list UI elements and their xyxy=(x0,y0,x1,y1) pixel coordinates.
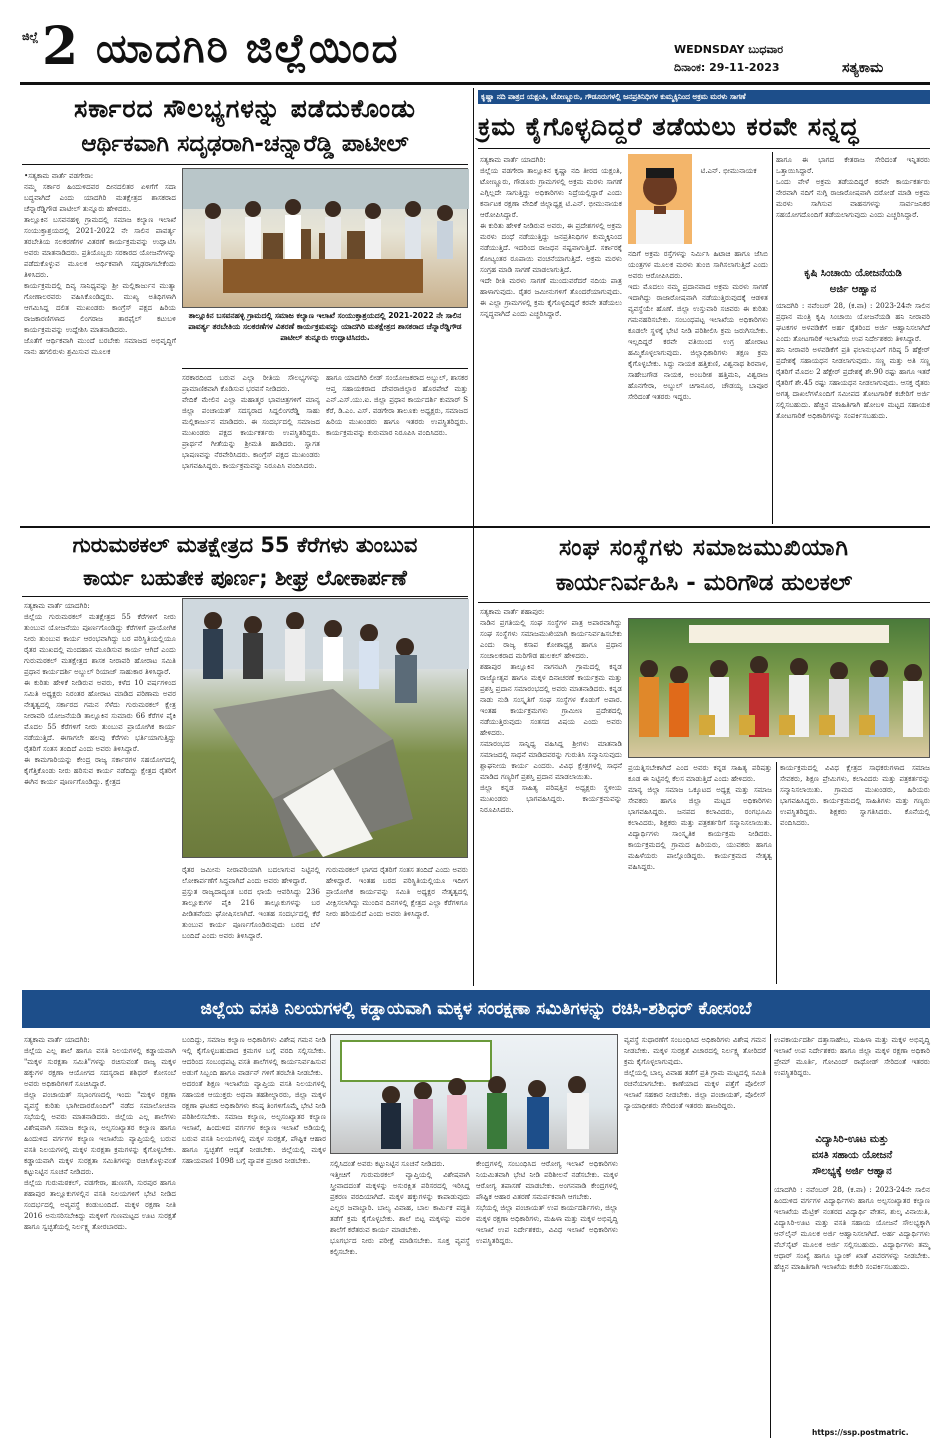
canal-water-photo-icon xyxy=(183,599,469,859)
article1-photo-caption: ತಾಲ್ಲೂಕಿನ ಬಸವನಹಳ್ಳಿ ಗ್ರಾಮದಲ್ಲಿ ಸಮಾಜ ಕಲ್ಯಾಣ ಇಲಾಖೆ ಸಂಯುಕ್ತಾಶ್ರಯದಲ್ಲಿ 2021-2022 ನೇ ಸಾಲಿನ ಪಾವರ್ತ್ಯ ತರಬೇತಿಯ ಸಲಕರಣೆಗಳ ವಿತರಣೆ ಕಾರ್ಯಕ್ರಮವನ್ನು ಯಾದಗಿರಿ ಮತಕ್ಷೇತ್ರದ ಶಾಸಕರಾದ ಚೆನ್ನಾರೆಡ್ಡಿಗೌಡ ಪಾಟೀಲ್ ತುನ್ನೂರು ಉದ್ಘಾಟಿಸಿದರು. xyxy=(182,310,468,368)
article3-headline-line2: ಕಾರ್ಯ ಬಹುತೇಕ ಪೂರ್ಣ; ಶೀಘ್ರ ಲೋಕಾರ್ಪಣೆ xyxy=(83,566,407,590)
article3-photo xyxy=(182,598,468,858)
meeting-photo-icon xyxy=(331,1035,619,1155)
ceremony-photo-icon xyxy=(183,169,469,309)
article1-headline-line1: ಸರ್ಕಾರದ ಸೌಲಭ್ಯಗಳನ್ನು ಪಡೆದುಕೊಂಡು xyxy=(74,94,416,123)
article4-photo xyxy=(628,618,930,758)
notice2-heading-line1: ವಿದ್ಯಾಸಿರಿ-ಊಟ ಮತ್ತು xyxy=(815,1134,889,1145)
portal-url: https://ssp.postmatric. xyxy=(812,1428,909,1437)
article3-headline-line1: ಗುರುಮಠಕಲ್ ಮತಕ್ಷೇತ್ರದ 55 ಕೆರೆಗಳು ತುಂಬುವ xyxy=(72,533,418,557)
article1-photo xyxy=(182,168,468,308)
article5-column2: ಬಂದಿದ್ದು, ಸಮಾಜ ಕಲ್ಯಾಣ ಅಧಿಕಾರಿಗಳು ವಿಶೇಷ ಗಮನ ನೀಡಿ ಇಲ್ಲಿ ಕೈಗೊಳ್ಳಬಹುದಾದ ಕ್ರಮಗಳ ಬಗ್ಗೆ ವರದಿ ಸಲ್ಲಿಸಬೇಕು. ಆದರಿಂದ ಸಂಬಂಧಪಟ್ಟ ವಸತಿ ಶಾಲೆಗಳಲ್ಲಿ ಕಾರ್ಯನಿರ್ವಹಿಸುವ ಅಡುಗೆ ಸಿಬ್ಬಂದಿ ಹಾಗೂ ವಾರ್ಡನ್ ಗಳಿಗೆ ತರಬೇತಿ ನೀಡಬೇಕು. ಅದರಂತೆ ಶಿಕ್ಷಣ ಇಲಾಖೆಯ ವ್ಯಾಪ್ತಿಯ ವಸತಿ ನಿಲಯಗಳಲ್ಲಿ ಸಹಾಯಕ ಆಯುಕ್ತರು ಅಥವಾ ತಹಶೀಲ್ದಾರರು, ಜಿಲ್ಲಾ ಮಕ್ಕಳ ರಕ್ಷಣಾ ಘಟಕದ ಅಧಿಕಾರಿಗಳು ಕನಿಷ್ಠ ತಿಂಗಳಿಗೊಮ್ಮೆ ಭೇಟಿ ನೀಡಿ ಪರಿಶೀಲಿಸಬೇಕು. ಸಮಾಜ ಕಲ್ಯಾಣ, ಅಲ್ಪಸಂಖ್ಯಾತರ ಕಲ್ಯಾಣ ಇಲಾಖೆ, ಹಿಂದುಳಿದ ವರ್ಗಗಳ ಕಲ್ಯಾಣ ಇಲಾಖೆ ಅಡಿಯಲ್ಲಿ ಬರುವ ವಸತಿ ನಿಲಯಗಳಲ್ಲಿ ಮಕ್ಕಳ ಸುರಕ್ಷತೆ, ಪೌಷ್ಟಿಕ ಆಹಾರ ಹಾಗೂ ಸ್ವಚ್ಛತೆಗೆ ಆದ್ಯತೆ ನೀಡಬೇಕು. ಜಿಲ್ಲೆಯಲ್ಲಿ ಮಕ್ಕಳ ಸಹಾಯವಾಣಿ 1098 ಬಗ್ಗೆ ವ್ಯಾಪಕ ಪ್ರಚಾರ ನೀಡಬೇಕು. xyxy=(182,1035,326,1165)
article2-column2-top xyxy=(696,154,768,244)
article4-headline-line1: ಸಂಘ ಸಂಸ್ಥೆಗಳು ಸಮಾಜಮುಖಿಯಾಗಿ xyxy=(559,535,849,561)
article5-banner: ಜಿಲ್ಲೆಯ ವಸತಿ ನಿಲಯಗಳಲ್ಲಿ ಕಡ್ಡಾಯವಾಗಿ ಮಕ್ಕಳ ಸಂರಕ್ಷಣಾ ಸಮಿತಿಗಳನ್ನು ರಚಿಸಿ-ಶಶಿಧರ್ ಕೋಸಂಬೆ xyxy=(22,990,930,1028)
notice1-title: ಕೃಷಿ ಸಿಂಚಾಯಿ ಯೋಜನೆಯಡಿ xyxy=(804,268,902,279)
article4-column1: ಸತ್ಯಕಾಮ ವಾರ್ತೆ ಶಹಾಪುರ: ನಾಡಿನ ಪ್ರಗತಿಯಲ್ಲಿ ಸಂಘ ಸಂಸ್ಥೆಗಳ ಪಾತ್ರ ಅಪಾರವಾಗಿದ್ದು ಸಂಘ ಸಂಸ್ಥೆಗಳು ಸಮಾಜಮುಖಿಯಾಗಿ ಕಾರ್ಯನಿರ್ವಹಿಸಬೇಕು ಎಂದು ರಾಜ್ಯ ಕಸಾಪ ಕೋಶಾಧ್ಯಕ್ಷ ಹಾಗೂ ಪ್ರಧಾನ ಸಂಚಾಲಕರಾದ ಮರಿಗೌಡ ಹುಲಕಲ್ ಹೇಳಿದರು. ಶಹಾಪುರ ತಾಲ್ಲೂಕಿನ ನಾಗನಟಗಿ ಗ್ರಾಮದಲ್ಲಿ ಕನ್ನಡ ರಾಜ್ಯೋತ್ಸವ ಹಾಗೂ ಮಕ್ಕಳ ದಿನಾಚರಣೆ ಕಾರ್ಯಕ್ರಮ ಮತ್ತು ಪ್ರಶಸ್ತಿ ಪ್ರದಾನ ಸಮಾರಂಭದಲ್ಲಿ ಅವರು ಮಾತನಾಡಿದರು. ಕನ್ನಡ ನಾಡು ನುಡಿ ಸಂಸ್ಕೃತಿಗೆ ಸಂಘ ಸಂಸ್ಥೆಗಳ ಕೊಡುಗೆ ಅಪಾರ. ಇಂತಹ ಕಾರ್ಯಕ್ರಮಗಳು ಗ್ರಾಮೀಣ ಪ್ರದೇಶದಲ್ಲಿ ನಡೆಯುತ್ತಿರುವುದು ಸಂತಸದ ವಿಷಯ ಎಂದು ಅವರು ಹೇಳಿದರು. ಸಮಾರಂಭದ ಸಾನ್ನಿಧ್ಯ ವಹಿಸಿದ್ದ ಶ್ರೀಗಳು ಮಾತನಾಡಿ ಸಮಾಜದಲ್ಲಿ ಸಾಧನೆ ಮಾಡಿದವರನ್ನು ಗುರುತಿಸಿ ಸನ್ಮಾನಿಸುವುದು ಶ್ಲಾಘನೀಯ ಕಾರ್ಯ ಎಂದರು. ವಿವಿಧ ಕ್ಷೇತ್ರಗಳಲ್ಲಿ ಸಾಧನೆ ಮಾಡಿದ ಗಣ್ಯರಿಗೆ ಪ್ರಶಸ್ತಿ ಪ್ರದಾನ ಮಾಡಲಾಯಿತು. ಜಿಲ್ಲಾ ಕನ್ನಡ ಸಾಹಿತ್ಯ ಪರಿಷತ್ತಿನ ಅಧ್ಯಕ್ಷರು ಸ್ಥಳೀಯ ಮುಖಂಡರು ಭಾಗವಹಿಸಿದ್ದರು. ಕಾರ್ಯಕ್ರಮವನ್ನು ನಿರೂಪಿಸಿದರು. xyxy=(480,607,622,814)
article3-column3: ಗುರುಮಠಕಲ್ ಭಾಗದ ರೈತರಿಗೆ ಸಂತಸ ತಂದಿದೆ ಎಂದು ಅವರು ಹೇಳಿದ್ದಾರೆ. ಇಂತಹ ಬರದ ಪರಿಸ್ಥಿತಿಯಲ್ಲಿಯೂ ಇದೀಗ ಪ್ರಾಯೋಗಿಕ ಕಾರ್ಯವನ್ನು ಸಮಿತಿ ಅಧ್ಯಕ್ಷರ ನೇತೃತ್ವದಲ್ಲಿ ವೀಕ್ಷಿಸಲಾಗಿದ್ದು ಮುಂದಿನ ದಿನಗಳಲ್ಲಿ ಕ್ಷೇತ್ರದ ಎಲ್ಲಾ ಕೆರೆಗಳಿಗೂ ನೀರು ಹರಿಯಲಿದೆ ಎಂದು ಅವರು ತಿಳಿಸಿದ್ದಾರೆ. xyxy=(326,865,471,918)
page-number: 2 xyxy=(42,16,79,77)
side-label: ಜಿಲ್ಲೆ xyxy=(22,30,39,43)
article2-column3: ಹಾಗೂ ಈ ಭಾಗದ ಕೇತರಾಜ ಸೇರಿದಂತೆ ಇನ್ನಿತರರು ಒತ್ತಾಯಿಸಿದ್ದಾರೆ. ಒಂದು ವೇಳೆ ಅಕ್ರಮ ತಡೆಯದಿದ್ದರೆ ಕರವೇ ಕಾರ್ಯಕರ್ತರು ನೇರವಾಗಿ ನದಿಗೆ ನುಗ್ಗಿ ರಾಜಾರೋಷವಾಗಿ ದರೋಡೆ ಮಾಡಿ ಅಕ್ರಮ ಮರಳು ಸಾಗಿಸುವ ವಾಹನಗಳನ್ನು ಸಾರ್ವಜನಿಕರ ಸಹಯೋಗದೊಂದಿಗೆ ತಡೆಯಲಾಗುವುದು ಎಂದು ಎಚ್ಚರಿಸಿದ್ದಾರೆ. xyxy=(776,155,930,219)
article5-photo xyxy=(330,1034,618,1154)
article1-column3: ಹಾಗೂ ಯಾದಗಿರಿ ಲೀಡ್ ಸಂಯೋಜಕರಾದ ಅಬ್ದುಲ್, ಶಾಸಕರ ಆಪ್ತ ಸಹಾಯಕರಾದ ದೇವರಾಜಿಲ್ದಾರ ಹೊರಪೇಟೆ ಮತ್ತು ಎನ್.ಎಸ್.ಯು.ಐ. ಜಿಲ್ಲಾ ಪ್ರಧಾನ ಕಾರ್ಯದರ್ಶಿ ಕುಮಾರ್ S ಕೆರೆ, ಡಿ.ಎಂ. ಎಸ್. ವಡಗೇರಾ ತಾಲೂಕು ಅಧ್ಯಕ್ಷರು, ಸಮಾಜದ ಹಿರಿಯ ಮುಖಂಡರು ಹಾಗೂ ಇತರರು ಉಪಸ್ಥಿತರಿದ್ದರು. ಕಾರ್ಯಕ್ರಮವನ್ನು ಕುರುಮಾರ ನಿರೂಪಿಸಿ ವಂದಿಸಿದರು. xyxy=(326,373,471,437)
issue-date: ದಿನಾಂಕ: 29-11-2023 xyxy=(674,61,780,74)
article1-column2: ಸರಕಾರದಿಂದ ಬರುವ ಎಲ್ಲಾ ರೀತಿಯ ಸೌಲಭ್ಯಗಳನ್ನು ಪ್ರಾಮಾಣಿಕವಾಗಿ ಕೊಡಿಸುವ ಭರವಸೆ ನೀಡಿದರು. ವೇದಿಕೆ ಮೇಲಿನ ಎಲ್ಲಾ ಮಹಾತ್ಮರ ಭಾವಚಿತ್ರಗಳಿಗೆ ಮಾನ್ಯ ಜಿಲ್ಲಾ ಪಂಚಾಯತ್ ಸದಸ್ಯರಾದ ಸಿದ್ದಲಿಂಗರೆಡ್ಡಿ ಸಾಹು ಮಲ್ಲಿಕಾರ್ಜುನ ಮಾಡಿದರು. ಈ ಸಂದರ್ಭದಲ್ಲಿ ಸಮಾಜದ ಮುಖಂಡರು ಪಕ್ಷದ ಕಾರ್ಯಕರ್ತರು ಉಪಸ್ಥಿತರಿದ್ದರು. ಪ್ರಾರ್ಥನೆ ಗೀತೆಯನ್ನು ಶ್ರೀಮತಿ ಹಾಡಿದರು. ಸ್ವಾಗತ ಭಾಷಣವನ್ನು ನೆರವೇರಿಸಿದರು. ಕಾಂಗ್ರೆಸ್ ಪಕ್ಷದ ಮುಖಂಡರು ಭಾಗವಹಿಸಿದ್ದರು. ಕಾರ್ಯಕ್ರಮವನ್ನು ನಿರೂಪಿಸಿ ವಂದಿಸಿದರು. xyxy=(182,373,320,470)
paper-name: ಸತ್ಯಕಾಮ xyxy=(842,60,884,76)
notice2-heading-line2: ವಸತಿ ಸಹಾಯ ಯೋಜನೆ xyxy=(811,1150,893,1161)
article2-column1: ಸತ್ಯಕಾಮ ವಾರ್ತೆ ಯಾದಗಿರಿ: ಜಿಲ್ಲೆಯ ವಡಗೇರಾ ತಾಲ್ಲೂಕಿನ ಕೃಷ್ಣಾ ನದಿ ತೀರದ ಯಕ್ಷಂತಿ, ಟೋಣ್ಣೂರು, ಗೌಡೂರು ಗ್ರಾಮಗಳಲ್ಲಿ ಅಕ್ರಮ ಮರಳು ಸಾಗಣೆ ಎಗ್ಗಿಲ್ಲದೇ ಸಾಗುತ್ತಿದ್ದು ಅಧಿಕಾರಿಗಳು ನಿದ್ರೆಯಲ್ಲಿದ್ದಾರೆ ಎಂದು ಕರ್ನಾಟಕ ರಕ್ಷಣಾ ವೇದಿಕೆ ಜಿಲ್ಲಾಧ್ಯಕ್ಷ ಟಿ.ಎನ್. ಭೀಮುನಾಯಕ ಆರೋಪಿಸಿದ್ದಾರೆ. ಈ ಕುರಿತು ಹೇಳಿಕೆ ನೀಡಿರುವ ಅವರು, ಈ ಪ್ರದೇಶಗಳಲ್ಲಿ ಅಕ್ರಮ ಮರಳು ದಂಧೆ ನಡೆಯುತ್ತಿದ್ದು ಜನಪ್ರತಿನಿಧಿಗಳ ಕುಮ್ಮಕ್ಕಿನಿಂದ ನಡೆಯುತ್ತಿದೆ. ಇದರಿಂದ ರಾಜಧನ ನಷ್ಟವಾಗುತ್ತಿದೆ. ಸರ್ಕಾರಕ್ಕೆ ಕೋಟ್ಯಂತರ ರೂಪಾಯಿ ವಂಚನೆಯಾಗುತ್ತಿದೆ. ಅಕ್ರಮ ಮರಳು ಸಂಗ್ರಹ ಮಾಡಿ ಸಾಗಣೆ ಮಾಡಲಾಗುತ್ತಿದೆ. ಇದೇ ರೀತಿ ಮರಳು ಸಾಗಣೆ ಮುಂದುವರೆದರೆ ನದಿಯ ಪಾತ್ರ ಹಾಳಾಗುವುದು. ರೈತರ ಜಮೀನುಗಳಿಗೆ ತೊಂದರೆಯಾಗುವುದು. ಈ ಎಲ್ಲಾ ಗ್ರಾಮಗಳಲ್ಲಿ ಕ್ರಮ ಕೈಗೊಳ್ಳದಿದ್ದರೆ ಕರವೇ ತಡೆಯಲು ಸನ್ನದ್ಧವಾಗಿದೆ ಎಂದು ಎಚ್ಚರಿಸಿದ್ದಾರೆ. xyxy=(480,155,622,318)
article5-column5: ವ್ಯವಸ್ಥೆ ಸುಧಾರಣೆಗೆ ಸಂಬಂಧಿಸಿದ ಅಧಿಕಾರಿಗಳು ವಿಶೇಷ ಗಮನ ನೀಡಬೇಕು. ಮಕ್ಕಳ ಸುರಕ್ಷತೆ ವಿಚಾರದಲ್ಲಿ ನಿರ್ಲಕ್ಷ್ಯ ತೋರಿದರೆ ಕ್ರಮ ಕೈಗೊಳ್ಳಲಾಗುವುದು. ಜಿಲ್ಲೆಯಲ್ಲಿ ಬಾಲ್ಯ ವಿವಾಹ ತಡೆಗೆ ಪ್ರತಿ ಗ್ರಾಮ ಮಟ್ಟದಲ್ಲಿ ಸಮಿತಿ ರಚನೆಯಾಗಬೇಕು. ಕಾಣೆಯಾದ ಮಕ್ಕಳ ಪತ್ತೆಗೆ ಪೊಲೀಸ್ ಇಲಾಖೆ ಸಹಕಾರ ನೀಡಬೇಕು. ಜಿಲ್ಲಾ ಪಂಚಾಯತ್, ಪೊಲೀಸ್ ನ್ಯಾಯಾಧೀಶರು ಸೇರಿದಂತೆ ಇತರರು ಹಾಜರಿದ್ದರು. xyxy=(624,1035,766,1110)
article2-headline: ಕ್ರಮ ಕೈಗೊಳ್ಳದಿದ್ದರೆ ತಡೆಯಲು ಕರವೇ ಸನ್ನದ್ಧ xyxy=(478,112,860,141)
award-ceremony-photo-icon xyxy=(629,619,931,759)
issue-day: WEDNSDAY ಬುಧವಾರ xyxy=(674,43,784,56)
article5-column6-bottom: ಯಾದಗಿರಿ : ನವೆಂಬರ್ 28, (ಕ.ವಾ) : 2023-24ನೇ ಸಾಲಿನ ಹಿಂದುಳಿದ ವರ್ಗಗಳ ವಿದ್ಯಾರ್ಥಿಗಳು ಹಾಗೂ ಅಲ್ಪಸಂಖ್ಯಾತರ ಕಲ್ಯಾಣ ಇಲಾಖೆಯ ಮೆಟ್ರಿಕ್ ನಂತರದ ವಿದ್ಯಾರ್ಥಿ ವೇತನ, ಶುಲ್ಕ ವಿನಾಯಿತಿ, ವಿದ್ಯಾಸಿರಿ-ಊಟ ಮತ್ತು ವಸತಿ ಸಹಾಯ ಯೋಜನೆ ಸೌಲಭ್ಯಕ್ಕಾಗಿ ಆನ್‌ಲೈನ್ ಮೂಲಕ ಅರ್ಜಿ ಆಹ್ವಾನಿಸಲಾಗಿದೆ. ಅರ್ಹ ವಿದ್ಯಾರ್ಥಿಗಳು ವೆಬ್‌ಸೈಟ್ ಮೂಲಕ ಅರ್ಜಿ ಸಲ್ಲಿಸಬಹುದು. ವಿದ್ಯಾರ್ಥಿಗಳು ತಮ್ಮ ಆಧಾರ್ ಸಂಖ್ಯೆ ಹಾಗೂ ಬ್ಯಾಂಕ್ ಖಾತೆ ವಿವರಗಳನ್ನು ನೀಡಬೇಕು. ಹೆಚ್ಚಿನ ಮಾಹಿತಿಗಾಗಿ ಇಲಾಖೆಯ ಕಚೇರಿ ಸಂಪರ್ಕಿಸಬಹುದು. xyxy=(774,1185,933,1271)
person-portrait-icon xyxy=(628,154,692,244)
section-title: ಯಾದಗಿರಿ ಜಿಲ್ಲೆಯಿಂದ xyxy=(96,26,400,72)
portrait-label: ಟಿ.ಎನ್. ಭೀಮುನಾಯಕ xyxy=(700,166,757,175)
notice2-heading-line3: ಸೌಲಭ್ಯಕ್ಕೆ ಅರ್ಜಿ ಆಹ್ವಾನ xyxy=(812,1166,892,1177)
article5-column4: ಕೇಂದ್ರಗಳಲ್ಲಿ ಸಂಬಂಧಿಸಿದ ಆರೋಗ್ಯ ಇಲಾಖೆ ಅಧಿಕಾರಿಗಳು ನಿಯಮಿತವಾಗಿ ಭೇಟಿ ನೀಡಿ ಪರಿಶೀಲನೆ ನಡೆಸಬೇಕು. ಮಕ್ಕಳ ಆರೋಗ್ಯ ತಪಾಸಣೆ ಮಾಡಬೇಕು. ಅಂಗನವಾಡಿ ಕೇಂದ್ರಗಳಲ್ಲಿ ಪೌಷ್ಟಿಕ ಆಹಾರ ವಿತರಣೆ ಸಮರ್ಪಕವಾಗಿ ಆಗಬೇಕು. ಸಭೆಯಲ್ಲಿ ಜಿಲ್ಲಾ ಪಂಚಾಯತ್ ಉಪ ಕಾರ್ಯದರ್ಶಿಗಳು, ಜಿಲ್ಲಾ ಮಕ್ಕಳ ರಕ್ಷಣಾ ಅಧಿಕಾರಿಗಳು, ಮಹಿಳಾ ಮತ್ತು ಮಕ್ಕಳ ಅಭಿವೃದ್ಧಿ ಇಲಾಖೆ ಉಪ ನಿರ್ದೇಶಕರು, ವಿವಿಧ ಇಲಾಖೆ ಅಧಿಕಾರಿಗಳು ಉಪಸ್ಥಿತರಿದ್ದರು. xyxy=(476,1159,618,1245)
article4-column3: ಕಾರ್ಯಕ್ರಮದಲ್ಲಿ ವಿವಿಧ ಕ್ಷೇತ್ರದ ಸಾಧಕರುಗಳಾದ ಸಮಾಜ ಸೇವಕರು, ಶಿಕ್ಷಣ ಪ್ರೇಮಿಗಳು, ಕಲಾವಿದರು ಮತ್ತು ಪತ್ರಕರ್ತರನ್ನು ಸನ್ಮಾನಿಸಲಾಯಿತು. ಗ್ರಾಮದ ಮುಖಂಡರು, ಹಿರಿಯರು ಭಾಗವಹಿಸಿದ್ದರು. ಕಾರ್ಯಕ್ರಮದಲ್ಲಿ ಸಾಹಿತಿಗಳು ಮತ್ತು ಗಣ್ಯರು ಉಪಸ್ಥಿತರಿದ್ದರು. ಶಿಕ್ಷಕರು ಸ್ವಾಗತಿಸಿದರು. ಕೊನೆಯಲ್ಲಿ ವಂದಿಸಿದರು. xyxy=(780,763,933,827)
article5-column6-top: ಉಪಕಾರ್ಯದರ್ಶಿ ದತ್ತಾಸಾಹೇಬ, ಮಹಿಳಾ ಮತ್ತು ಮಕ್ಕಳ ಅಭಿವೃದ್ಧಿ ಇಲಾಖೆ ಉಪ ನಿರ್ದೇಶಕರು ಹಾಗೂ ಜಿಲ್ಲಾ ಮಕ್ಕಳ ರಕ್ಷಣಾ ಅಧಿಕಾರಿ ಪ್ರೇಮ್ ಮೂರ್ತಿ, ಗೋವಿಂದ್ ರಾಥೋಡ್ ಸೇರಿದಂತೆ ಇತರರು ಉಪಸ್ಥಿತರಿದ್ದರು. xyxy=(774,1035,933,1077)
article5-column3: ಸಲ್ಲಿಸಿದಂತೆ ಅವರು ಕಟ್ಟುನಿಟ್ಟಿನ ಸೂಚನೆ ನೀಡಿದರು. ಇತ್ತೀಚಿಗೆ ಗುರುಮಠಕಲ್ ವ್ಯಾಪ್ತಿಯಲ್ಲಿ ವಿಶೇಷವಾಗಿ ಸ್ತ್ರೀವಾದದಂತೆ ಮಕ್ಕಳನ್ನು ಅಸುರಕ್ಷಿತ ಪರಿಸರದಲ್ಲಿ ಇರಿಸಿದ್ದ ಪ್ರಕರಣ ವರದಿಯಾಗಿದೆ. ಮಕ್ಕಳ ಹಕ್ಕುಗಳನ್ನು ಕಾಪಾಡುವುದು ಎಲ್ಲರ ಜವಾಬ್ದಾರಿ. ಬಾಲ್ಯ ವಿವಾಹ, ಬಾಲ ಕಾರ್ಮಿಕ ಪದ್ಧತಿ ತಡೆಗೆ ಕ್ರಮ ಕೈಗೊಳ್ಳಬೇಕು. ಶಾಲೆ ಬಿಟ್ಟ ಮಕ್ಕಳನ್ನು ಮರಳಿ ಶಾಲೆಗೆ ಕರೆತರುವ ಕಾರ್ಯ ಮಾಡಬೇಕು. ಭೂಗರ್ಭದ ನೀರು ಪರೀಕ್ಷೆ ಮಾಡಿಸಬೇಕು. ಸೂಕ್ತ ವ್ಯವಸ್ಥೆ ಕಲ್ಪಿಸಬೇಕು. xyxy=(330,1159,470,1256)
article1-headline-line2: ಆರ್ಥಿಕವಾಗಿ ಸದೃಢರಾಗಿ-ಚನ್ನಾರೆಡ್ಡಿ ಪಾಟೀಲ್ xyxy=(81,131,409,157)
article5-column1: ಸತ್ಯಕಾಮ ವಾರ್ತೆ ಯಾದಗಿರಿ: ಜಿಲ್ಲೆಯ ಎಲ್ಲ ಶಾಲೆ ಹಾಗೂ ವಸತಿ ನಿಲಯಗಳಲ್ಲಿ ಕಡ್ಡಾಯವಾಗಿ "ಮಕ್ಕಳ ಸುರಕ್ಷತಾ ಸಮಿತಿ"ಗಳನ್ನು ರಚಿಸುವಂತೆ ರಾಜ್ಯ ಮಕ್ಕಳ ಹಕ್ಕುಗಳ ರಕ್ಷಣಾ ಆಯೋಗದ ಸದಸ್ಯರಾದ ಶಶಿಧರ್ ಕೋಸಂಬೆ ಅವರು ಅಧಿಕಾರಿಗಳಿಗೆ ಸೂಚಿಸಿದ್ದಾರೆ. ಜಿಲ್ಲಾ ಪಂಚಾಯತ್ ಸಭಾಂಗಣದಲ್ಲಿ ಇಂದು "ಮಕ್ಕಳ ರಕ್ಷಣಾ ವ್ಯವಸ್ಥೆ ಕುರಿತು ಭಾಗೀದಾರರೊಂದಿಗೆ" ನಡೆದ ಸಮಾಲೋಚನಾ ಸಭೆಯಲ್ಲಿ ಅವರು ಮಾತನಾಡಿದರು. ಜಿಲ್ಲೆಯ ಎಲ್ಲ ಶಾಲೆಗಳು ವಿಶೇಷವಾಗಿ ಸಮಾಜ ಕಲ್ಯಾಣ, ಅಲ್ಪಸಂಖ್ಯಾತರ ಕಲ್ಯಾಣ ಹಾಗೂ ಹಿಂದುಳಿದ ವರ್ಗಗಳ ಕಲ್ಯಾಣ ಇಲಾಖೆಯ ವ್ಯಾಪ್ತಿಯಲ್ಲಿ ಬರುವ ವಸತಿ ನಿಲಯಗಳಲ್ಲಿ ಮಕ್ಕಳ ಸುರಕ್ಷತಾ ಕ್ರಮಗಳನ್ನು ಕೈಗೊಳ್ಳಬೇಕು. ಕಡ್ಡಾಯವಾಗಿ ಮಕ್ಕಳ ಸುರಕ್ಷತಾ ಸಮಿತಿಗಳನ್ನು ರಚಿಸಿಕೊಳ್ಳುವಂತೆ ಕಟ್ಟುನಿಟ್ಟಿನ ಸೂಚನೆ ನೀಡಿದರು. ಜಿಲ್ಲೆಯ ಗುರುಮಠಕಲ್, ವಡಗೇರಾ, ಹುಣಸಗಿ, ಸುರಪುರ ಹಾಗೂ ಶಹಾಪುರ ತಾಲ್ಲೂಕುಗಳಲ್ಲಿನ ವಸತಿ ನಿಲಯಗಳಿಗೆ ಭೇಟಿ ನೀಡಿದ ಸಂದರ್ಭದಲ್ಲಿ ಅವ್ಯವಸ್ಥೆ ಕಂಡುಬಂದಿದೆ. ಮಕ್ಕಳ ರಕ್ಷಣಾ ನೀತಿ 2016 ಅನುಸರಿಸಬೇಕಿದ್ದು ಮಕ್ಕಳಿಗೆ ಗುಣಮಟ್ಟದ ಊಟ ಸುರಕ್ಷತೆ ಹಾಗೂ ಸ್ವಚ್ಛತೆಯಲ್ಲಿ ನಿರ್ಲಕ್ಷ್ಯ ತೋರಬಾರದು. xyxy=(24,1035,176,1231)
article3-column2: ರೈತರ ಜಮೀನು ನೀರಾವರಿಯಾಗಿ ಬದಲಾಗುವ ನಿಟ್ಟಿನಲ್ಲಿ ಲೋಕಾರ್ಪಣೆಗೆ ಸಿದ್ಧವಾಗಿದೆ ಎಂದು ಅವರು ಹೇಳಿದ್ದಾರೆ. ಪ್ರಸ್ತುತ ರಾಜ್ಯದಾದ್ಯಂತ ಬರದ ಛಾಯೆ ಆವರಿಸಿದ್ದು 236 ತಾಲ್ಲೂಕುಗಳ ಪೈಕಿ 216 ತಾಲ್ಲೂಕುಗಳನ್ನು ಬರ ಪೀಡಿತವೆಂದು ಘೋಷಿಸಲಾಗಿದೆ. ಇಂತಹ ಸಂದರ್ಭದಲ್ಲಿ ಕೆರೆ ತುಂಬುವ ಕಾರ್ಯ ಪೂರ್ಣಗೊಂಡಿರುವುದು ಬರದ ಬೆಳೆ ಬಂದಿದೆ ಎಂದು ಅವರು ತಿಳಿಸಿದ್ದಾರೆ. xyxy=(182,865,320,940)
notice1-body: ಯಾದಗಿರಿ : ನವೆಂಬರ್ 28, (ಕ.ವಾ) : 2023-24ನೇ ಸಾಲಿನ ಪ್ರಧಾನ ಮಂತ್ರಿ ಕೃಷಿ ಸಿಂಚಾಯಿ ಯೋಜನೆಯಡಿ ಹನಿ ನೀರಾವರಿ ಘಟಕಗಳ ಅಳವಡಿಕೆಗೆ ಅರ್ಹ ರೈತರಿಂದ ಅರ್ಜಿ ಆಹ್ವಾನಿಸಲಾಗಿದೆ ಎಂದು ತೋಟಗಾರಿಕೆ ಇಲಾಖೆಯ ಉಪ ನಿರ್ದೇಶಕರು ತಿಳಿಸಿದ್ದಾರೆ. ಹನಿ ನೀರಾವರಿ ಅಳವಡಿಕೆಗೆ ಪ್ರತಿ ಫಲಾನುಭವಿಗೆ ಗರಿಷ್ಠ 5 ಹೆಕ್ಟೇರ್ ಪ್ರದೇಶಕ್ಕೆ ಸಹಾಯಧನ ನೀಡಲಾಗುವುದು. ಸಣ್ಣ ಮತ್ತು ಅತಿ ಸಣ್ಣ ರೈತರಿಗೆ ಮೊದಲ 2 ಹೆಕ್ಟೇರ್ ಪ್ರದೇಶಕ್ಕೆ ಶೇ.90 ರಷ್ಟು ಹಾಗೂ ಇತರೆ ರೈತರಿಗೆ ಶೇ.45 ರಷ್ಟು ಸಹಾಯಧನ ನೀಡಲಾಗುವುದು. ಆಸಕ್ತ ರೈತರು ಅಗತ್ಯ ದಾಖಲೆಗಳೊಂದಿಗೆ ಸಮೀಪದ ತೋಟಗಾರಿಕೆ ಕಚೇರಿಗೆ ಅರ್ಜಿ ಸಲ್ಲಿಸಬಹುದು. ಹೆಚ್ಚಿನ ಮಾಹಿತಿಗಾಗಿ ಹೋಬಳಿ ಮಟ್ಟದ ಸಹಾಯಕ ತೋಟಗಾರಿಕೆ ಅಧಿಕಾರಿಗಳನ್ನು ಸಂಪರ್ಕಿಸಬಹುದು. xyxy=(776,301,930,420)
article4-column2: ಪ್ರಯತ್ನಿಸಬೇಕಾಗಿದೆ ಎಂದ ಅವರು ಕನ್ನಡ ಸಾಹಿತ್ಯ ಪರಿಷತ್ತು ಕೂಡ ಈ ನಿಟ್ಟಿನಲ್ಲಿ ಕೆಲಸ ಮಾಡುತ್ತಿದೆ ಎಂದು ಹೇಳಿದರು. ಮಾನ್ಯ ಜಿಲ್ಲಾ ಸಮಾಜ ಒಕ್ಕೂಟದ ಅಧ್ಯಕ್ಷ ಮತ್ತು ಸಮಾಜ ಸೇವಕರು ಹಾಗೂ ಜಿಲ್ಲಾ ಮಟ್ಟದ ಅಧಿಕಾರಿಗಳು ಭಾಗವಹಿಸಿದ್ದರು. ಜನಪದ ಕಲಾವಿದರು, ರಂಗಭೂಮಿ ಕಲಾವಿದರು, ಶಿಕ್ಷಕರು ಮತ್ತು ಪತ್ರಕರ್ತರಿಗೆ ಸನ್ಮಾನಿಸಲಾಯಿತು. ವಿದ್ಯಾರ್ಥಿಗಳು ಸಾಂಸ್ಕೃತಿಕ ಕಾರ್ಯಕ್ರಮ ನೀಡಿದರು. ಕಾರ್ಯಕ್ರಮದಲ್ಲಿ ಗ್ರಾಮದ ಹಿರಿಯರು, ಯುವಕರು ಹಾಗೂ ಮಹಿಳೆಯರು ಪಾಲ್ಗೊಂಡಿದ್ದರು. ಕಾರ್ಯಕ್ರಮದ ನೇತೃತ್ವ ವಹಿಸಿದ್ದರು. xyxy=(628,763,772,871)
article2-portrait xyxy=(628,154,692,244)
article1-column1: •ಸತ್ಯಕಾಮ ವಾರ್ತೆ ವಡಗೇರಾ: ನಮ್ಮ ಸರ್ಕಾರ ಹಿಂದುಳಿದವರ ದೀನದಲಿತರ ಏಳಿಗೆಗೆ ಸದಾ ಬದ್ಧವಾಗಿದೆ ಎಂದು ಯಾದಗಿರಿ ಮತಕ್ಷೇತ್ರದ ಶಾಸಕರಾದ ಚೆನ್ನಾರೆಡ್ಡಿಗೌಡ ಪಾಟೀಲ್ ತುನ್ನೂರು ಹೇಳಿದರು. ತಾಲ್ಲೂಕಿನ ಬಸವನಹಳ್ಳಿ ಗ್ರಾಮದಲ್ಲಿ ಸಮಾಜ ಕಲ್ಯಾಣ ಇಲಾಖೆ ಸಂಯುಕ್ತಾಶ್ರಯದಲ್ಲಿ 2021-2022 ನೇ ಸಾಲಿನ ಪಾವರ್ತ್ಯ ತರಬೇತಿಯ ಸಲಕರಣೆಗಳ ವಿತರಣೆ ಕಾರ್ಯಕ್ರಮವನ್ನು ಉದ್ಘಾಟಿಸಿ ಅವರು ಮಾತನಾಡಿದರು. ಪ್ರತಿಯೊಬ್ಬರು ಸರಕಾರದ ಯೋಜನೆಗಳನ್ನು ಪಡೆದುಕೊಳ್ಳುವ ಮೂಲಕ ಆರ್ಥಿಕವಾಗಿ ಸದೃಢರಾಗಬೇಕೆಂದು ತಿಳಿಸಿದರು. ಕಾರ್ಯಕ್ರಮದಲ್ಲಿ ದಿವ್ಯ ಸಾನಿಧ್ಯವನ್ನು ಶ್ರೀ ಮಲ್ಲಿಕಾರ್ಜುನ ಮುತ್ಯಾ ಗೋಣಾಲರವರು ವಹಿಸಿಕೊಂಡಿದ್ದರು. ಮುಖ್ಯ ಅತಿಥಿಗಳಾಗಿ ಆಗಮಿಸಿದ್ದ ದಲಿತ ಮುಖಂಡರು ಕಾಂಗ್ರೆಸ್ ಪಕ್ಷದ ಹಿರಿಯ ರಾಜಕಾರಣಿಗಳಾದ ಲಿಂಗರಾಜ ತಾರಫೈಲ್ ಕಟುಬಳಿ ಕಾರ್ಯಕ್ರಮವನ್ನು ಉದ್ದೇಶಿಸಿ ಮಾತನಾಡಿದರು. ಜೊತೆಗೆ ಆರ್ಥಿಕವಾಗಿ ಮುಂದೆ ಬರಬೇಕು ಸಮಾಜದ ಅಭಿವೃದ್ಧಿಗೆ ನಾನು ಹಗಲಿರುಳು ಶ್ರಮಿಸುವ ಮೂಲಕ xyxy=(24,171,176,356)
article4-headline-line2: ಕಾರ್ಯನಿರ್ವಹಿಸಿ - ಮರಿಗೌಡ ಹುಲಕಲ್ xyxy=(555,570,853,596)
article2-kicker: ಕೃಷ್ಣಾ ನದಿ ಪಾತ್ರದ ಯಕ್ಷಂತಿ, ಟೋಣ್ಣೂರು, ಗೌಡೂರುಗಳಲ್ಲಿ ಜನಪ್ರತಿನಿಧಿಗಳ ಕುಮ್ಮಕ್ಕಿನಿಂದ ಅಕ್ರಮ ಮರಳು ಸಾಗಣೆ xyxy=(478,90,930,104)
masthead-rule xyxy=(20,82,930,85)
masthead xyxy=(0,0,945,86)
article3-column1: ಸತ್ಯಕಾಮ ವಾರ್ತೆ ಯಾದಗಿರಿ: ಜಿಲ್ಲೆಯ ಗುರುಮಠಕಲ್ ಮತಕ್ಷೇತ್ರದ 55 ಕೆರೆಗಳಿಗೆ ನೀರು ತುಂಬುವ ಯೋಜನೆಯು ಪೂರ್ಣಗೊಂಡಿದ್ದು ಕೆರೆಗಳಿಗೆ ಪ್ರಾಯೋಗಿಕ ನೀರು ತುಂಬುವ ಕಾರ್ಯ ಆರಂಭವಾಗಿದ್ದು ಬರ ಪರಿಸ್ಥಿತಿಯಲ್ಲಿಯೂ ರೈತರ ಮುಖದಲ್ಲಿ ಮಂದಹಾಸ ಮೂಡಿಸುವ ಕಾರ್ಯ ಆಗಿದೆ ಎಂದು ಗುರುಮಠಕಲ್ ಮತಕ್ಷೇತ್ರದ ಶಾಸಕ ನೀರಾವರಿ ಹೋರಾಟ ಸಮಿತಿ ಪ್ರಧಾನ ಕಾರ್ಯದರ್ಶಿ ಅಬ್ದುಲ್ ರಿಯಾಜ್ ಸಾಹುಕಾರ ತಿಳಿಸಿದ್ದಾರೆ. ಈ ಕುರಿತು ಹೇಳಿಕೆ ನೀಡಿರುವ ಅವರು, ಕಳೆದ 10 ವರ್ಷಗಳಿಂದ ಸಮಿತಿ ಅಧ್ಯಕ್ಷರು ನಿರಂತರ ಹೋರಾಟ ಮಾಡಿದ ಪರಿಣಾಮ ಅವರ ನೇತೃತ್ವದಲ್ಲಿ ಸರ್ಕಾರದ ಗಮನ ಸೆಳೆದು ಗುರುಮಠಕಲ್ ಕ್ಷೇತ್ರ ನೀರಾವರಿ ಯೋಜನೆಯಡಿ ತಾಲ್ಲೂಕಿನ ಸುಮಾರು 66 ಕೆರೆಗಳ ಪೈಕಿ ಮೊದಲ 55 ಕೆರೆಗಳಿಗೆ ನೀರು ತುಂಬುವ ಪ್ರಾಯೋಗಿಕ ಕಾರ್ಯ ನಡೆಯುತ್ತಿದೆ. ಈಗಾಗಲೇ ಹಲವು ಕೆರೆಗಳು ಭರ್ತಿಯಾಗುತ್ತಿದ್ದು ರೈತರಿಗೆ ಸಂತಸ ತಂದಿದೆ ಎಂದು ಅವರು ತಿಳಿಸಿದ್ದಾರೆ. ಈ ಕಾಮಗಾರಿಯನ್ನು ಕೇಂದ್ರ ರಾಜ್ಯ ಸರ್ಕಾರಗಳ ಸಹಯೋಗದಲ್ಲಿ ಕೈಗೆತ್ತಿಕೊಂಡು ನೀರು ಹರಿಸುವ ಕಾರ್ಯ ನಡೆದಿದ್ದು ಕ್ಷೇತ್ರದ ರೈತರಿಗೆ ಈಗಿನ ಕಾರ್ಯ ಪೂರ್ಣಗೊಂಡಿದ್ದು. ಕ್ಷೇತ್ರದ xyxy=(24,601,176,786)
notice1-subtitle: ಅರ್ಜಿ ಆಹ್ವಾನ xyxy=(829,284,877,295)
article2-column2: ನದಿಗೆ ಅಕ್ರಮ ರಸ್ತೆಗಳನ್ನು ನಿರ್ಮಿಸಿ ಹಿಟಾಚಿ ಹಾಗೂ ಜೆಸಿಬಿ ಯಂತ್ರಗಳ ಮೂಲಕ ಮರಳು ತುಂಬಿ ಸಾಗಿಸಲಾಗುತ್ತಿದೆ ಎಂದು ಅವರು ಆರೋಪಿಸಿದರು. ಇದು ಮೊದಲು ನಮ್ಮ ಪ್ರದಾನವಾದ ಅಕ್ರಮ ಮರಳು ಸಾಗಣೆ ಇದಾಗಿದ್ದು ರಾಜಾರೋಷವಾಗಿ ನಡೆಯುತ್ತಿರುವುದಕ್ಕೆ ಆಡಳಿತ ವ್ಯವಸ್ಥೆಯೇ ಹೊಣೆ. ಜಿಲ್ಲಾ ಉಸ್ತುವಾರಿ ಸಚಿವರು ಈ ಕುರಿತು ಗಮನಹರಿಸಬೇಕು. ಸಂಬಂಧಪಟ್ಟ ಇಲಾಖೆಯ ಅಧಿಕಾರಿಗಳು ಕೂಡಲೇ ಸ್ಥಳಕ್ಕೆ ಭೇಟಿ ನೀಡಿ ಪರಿಶೀಲಿಸಿ ಕ್ರಮ ಜರುಗಿಸಬೇಕು. ಇಲ್ಲದಿದ್ದರೆ ಕರವೇ ವತಿಯಿಂದ ಉಗ್ರ ಹೋರಾಟ ಹಮ್ಮಿಕೊಳ್ಳಲಾಗುವುದು. ಜಿಲ್ಲಾಧಿಕಾರಿಗಳು ತಕ್ಷಣ ಕ್ರಮ ಕೈಗೊಳ್ಳಬೇಕು. ಸಿದ್ದು ನಾಯಕ ಹತ್ತಿಕುಣಿ, ವಿಶ್ವನಾಥ ಶಿರವಾಳ, ಸಾಹೇಬಗೌಡ ನಾಯಕ, ಅಂಬರೀಶ ಹತ್ತಿಮನಿ, ವಿಶ್ವರಾಜ ಹೊನಗೇರಾ, ಅಬ್ದುಲ್ ಚಿಗಾನೂರ, ಚೌಡಯ್ಯ ಬಾವೂರ ಸೇರಿದಂತೆ ಇತರರು ಇದ್ದರು. xyxy=(628,249,768,401)
